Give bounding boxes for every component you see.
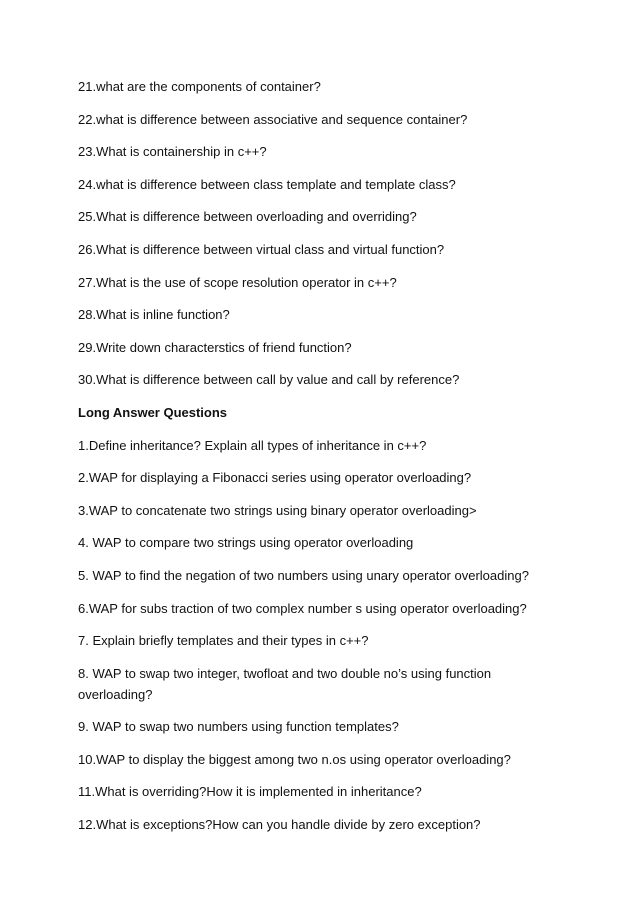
section-heading: Long Answer Questions: [78, 404, 228, 420]
question-29: 29.Write down characterstics of friend function?: [78, 339, 352, 355]
long-question-11: 11.What is overriding?How it is implemented in inheritance?: [78, 784, 422, 800]
question-30: 30.What is difference between call by value and call by reference?: [78, 372, 460, 388]
question-22: 22.what is difference between associative and sequence container?: [78, 111, 468, 127]
long-question-8: 8. WAP to swap two integer, twofloat and two double no’s using function overloading?: [78, 665, 492, 702]
long-question-12: 12.What is exceptions?How can you handle divide by zero exception?: [78, 817, 481, 833]
question-27: 27.What is the use of scope resolution operator in c++?: [78, 274, 397, 290]
long-question-1: 1.Define inheritance? Explain all types of inheritance in c++?: [78, 437, 427, 453]
long-question-5: 5. WAP to find the negation of two numbers using unary operator overloading?: [78, 567, 529, 583]
question-25: 25.What is difference between overloading and overriding?: [78, 209, 417, 225]
long-question-9: 9. WAP to swap two numbers using function templates?: [78, 719, 399, 735]
question-23: 23.What is containership in c++?: [78, 144, 267, 160]
long-question-2: 2.WAP for displaying a Fibonacci series using operator overloading?: [78, 470, 472, 486]
question-28: 28.What is inline function?: [78, 307, 230, 323]
question-26: 26.What is difference between virtual class and virtual function?: [78, 241, 445, 257]
question-24: 24.what is difference between class template and template class?: [78, 176, 456, 192]
long-question-3: 3.WAP to concatenate two strings using binary operator overloading>: [78, 502, 477, 518]
question-list: [78, 76, 578, 847]
long-question-7: 7. Explain briefly templates and their types in c++?: [78, 633, 369, 649]
long-question-10: 10.WAP to display the biggest among two n.os using operator overloading?: [78, 751, 511, 767]
long-question-4: 4. WAP to compare two strings using operator overloading: [78, 535, 414, 551]
long-question-6: 6.WAP for subs traction of two complex number s using operator overloading?: [78, 600, 527, 616]
question-21: 21.what are the components of container?: [78, 79, 321, 94]
